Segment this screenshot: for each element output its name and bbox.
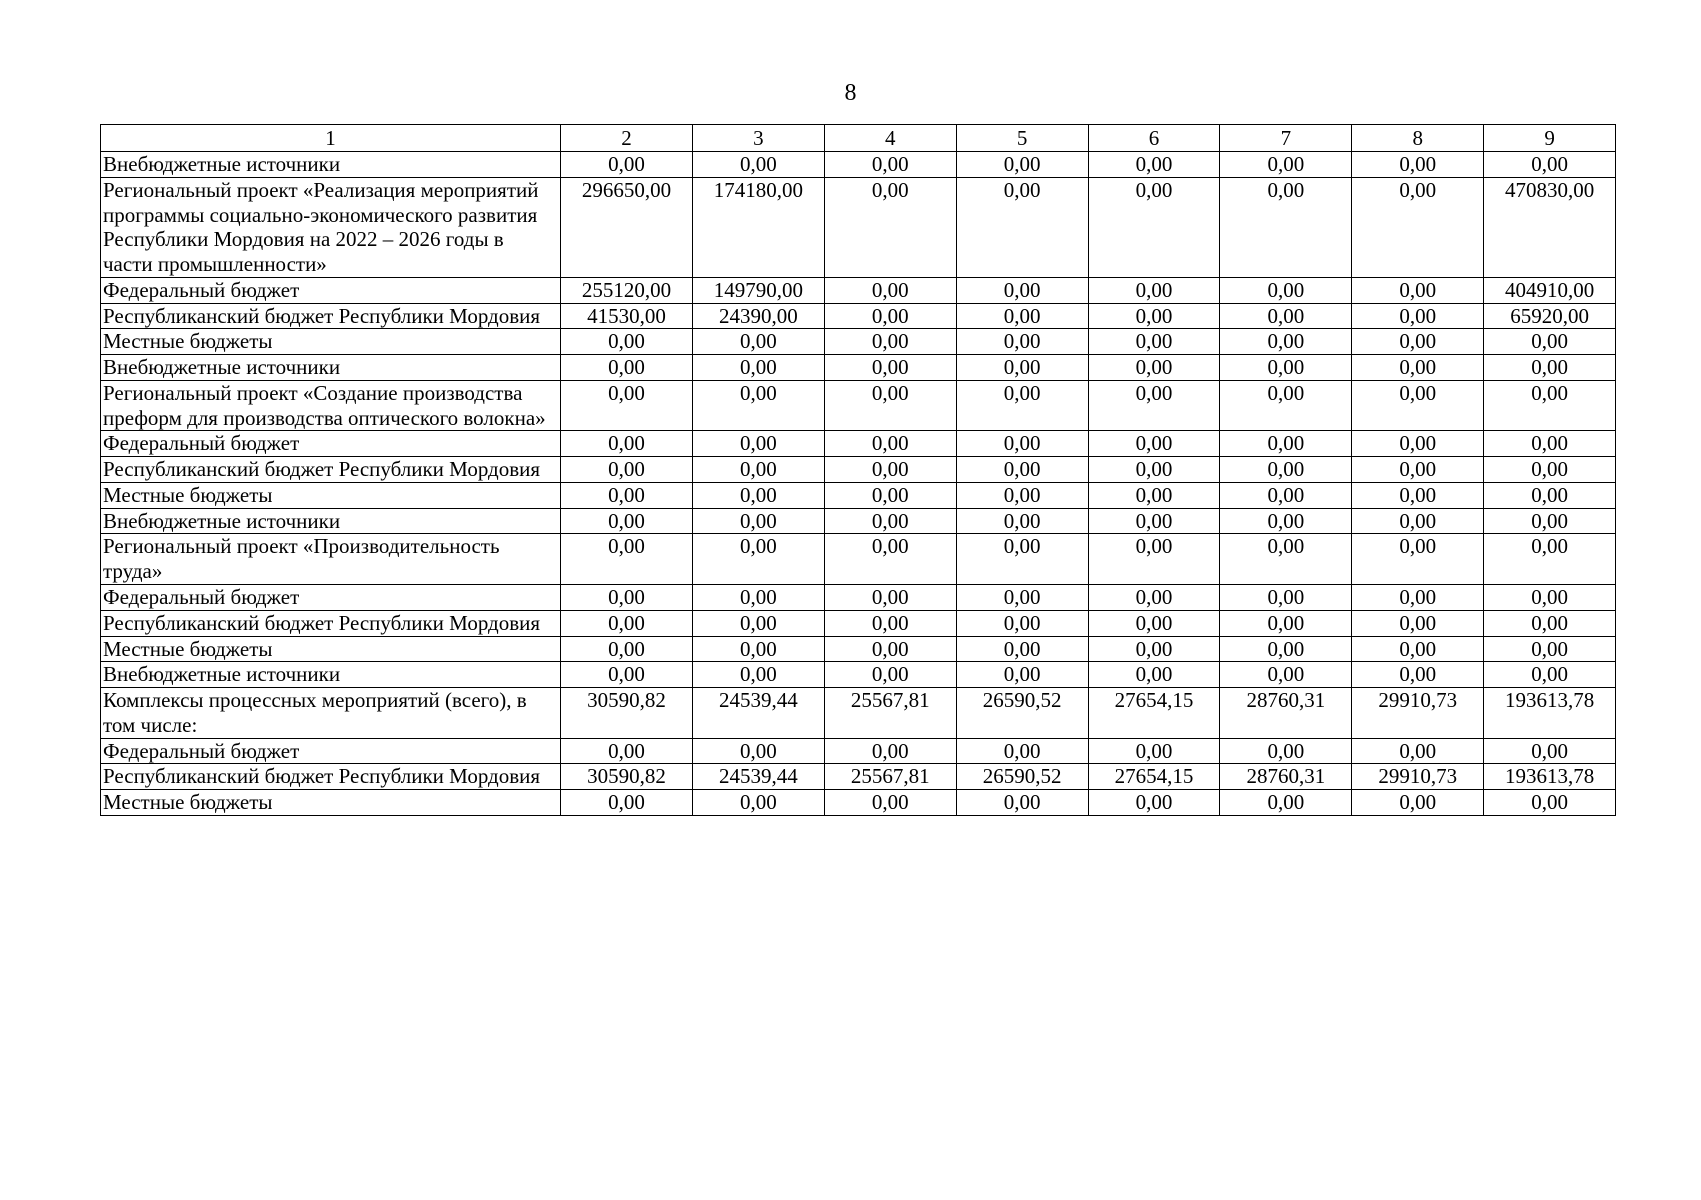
value-cell: 25567,81 xyxy=(824,688,956,739)
table-row xyxy=(101,277,1616,303)
value-cell: 0,00 xyxy=(956,329,1088,355)
value-cell: 0,00 xyxy=(824,585,956,611)
value-cell: 0,00 xyxy=(824,790,956,816)
value-cell: 0,00 xyxy=(824,508,956,534)
value-cell: 0,00 xyxy=(561,585,693,611)
value-cell: 0,00 xyxy=(1220,534,1352,585)
row-label: Республиканский бюджет Республики Мордовия xyxy=(101,303,561,329)
value-cell: 0,00 xyxy=(1352,585,1484,611)
value-cell: 0,00 xyxy=(692,534,824,585)
value-cell: 0,00 xyxy=(956,277,1088,303)
value-cell: 28760,31 xyxy=(1220,764,1352,790)
value-cell: 0,00 xyxy=(956,738,1088,764)
value-cell: 0,00 xyxy=(1352,277,1484,303)
value-cell: 0,00 xyxy=(1088,303,1220,329)
value-cell: 0,00 xyxy=(1484,482,1616,508)
table-row xyxy=(101,636,1616,662)
row-label: Региональный проект «Производительность труда» xyxy=(101,534,561,585)
row-label: Местные бюджеты xyxy=(101,790,561,816)
value-cell: 0,00 xyxy=(561,431,693,457)
value-cell: 0,00 xyxy=(824,380,956,431)
value-cell: 0,00 xyxy=(824,303,956,329)
value-cell: 0,00 xyxy=(824,152,956,178)
value-cell: 0,00 xyxy=(561,482,693,508)
value-cell: 0,00 xyxy=(1220,355,1352,381)
value-cell: 0,00 xyxy=(1484,508,1616,534)
value-cell: 0,00 xyxy=(1088,482,1220,508)
value-cell: 0,00 xyxy=(1484,380,1616,431)
value-cell: 0,00 xyxy=(561,534,693,585)
value-cell: 0,00 xyxy=(1484,636,1616,662)
value-cell: 0,00 xyxy=(692,508,824,534)
value-cell: 0,00 xyxy=(1088,534,1220,585)
value-cell: 26590,52 xyxy=(956,688,1088,739)
value-cell: 0,00 xyxy=(1088,277,1220,303)
value-cell: 24539,44 xyxy=(692,688,824,739)
value-cell: 0,00 xyxy=(956,431,1088,457)
value-cell: 0,00 xyxy=(1484,738,1616,764)
value-cell: 0,00 xyxy=(1220,303,1352,329)
value-cell: 0,00 xyxy=(1220,380,1352,431)
value-cell: 0,00 xyxy=(692,152,824,178)
value-cell: 149790,00 xyxy=(692,277,824,303)
table-row xyxy=(101,585,1616,611)
value-cell: 193613,78 xyxy=(1484,688,1616,739)
table-row xyxy=(101,738,1616,764)
value-cell: 0,00 xyxy=(956,636,1088,662)
value-cell: 0,00 xyxy=(1352,534,1484,585)
value-cell: 0,00 xyxy=(824,738,956,764)
row-label: Республиканский бюджет Республики Мордовия xyxy=(101,610,561,636)
value-cell: 0,00 xyxy=(1088,355,1220,381)
value-cell: 0,00 xyxy=(1088,610,1220,636)
value-cell: 26590,52 xyxy=(956,764,1088,790)
value-cell: 0,00 xyxy=(561,790,693,816)
table-row xyxy=(101,177,1616,277)
value-cell: 0,00 xyxy=(1352,610,1484,636)
value-cell: 0,00 xyxy=(1220,329,1352,355)
value-cell: 470830,00 xyxy=(1484,177,1616,277)
column-header: 6 xyxy=(1088,125,1220,152)
value-cell: 0,00 xyxy=(956,355,1088,381)
value-cell: 0,00 xyxy=(1088,662,1220,688)
table-row xyxy=(101,380,1616,431)
value-cell: 30590,82 xyxy=(561,764,693,790)
column-header: 7 xyxy=(1220,125,1352,152)
value-cell: 25567,81 xyxy=(824,764,956,790)
table-row xyxy=(101,508,1616,534)
value-cell: 0,00 xyxy=(692,329,824,355)
value-cell: 0,00 xyxy=(956,790,1088,816)
value-cell: 0,00 xyxy=(1484,355,1616,381)
table-row xyxy=(101,482,1616,508)
value-cell: 0,00 xyxy=(1088,329,1220,355)
value-cell: 0,00 xyxy=(1088,380,1220,431)
value-cell: 0,00 xyxy=(956,152,1088,178)
value-cell: 0,00 xyxy=(1220,790,1352,816)
value-cell: 174180,00 xyxy=(692,177,824,277)
value-cell: 0,00 xyxy=(1220,585,1352,611)
value-cell: 0,00 xyxy=(956,508,1088,534)
value-cell: 0,00 xyxy=(1352,508,1484,534)
value-cell: 296650,00 xyxy=(561,177,693,277)
value-cell: 0,00 xyxy=(1352,636,1484,662)
value-cell: 0,00 xyxy=(1352,790,1484,816)
value-cell: 0,00 xyxy=(1484,152,1616,178)
value-cell: 30590,82 xyxy=(561,688,693,739)
row-label: Региональный проект «Создание производства преформ для производства оптического волокна» xyxy=(101,380,561,431)
table-row xyxy=(101,329,1616,355)
value-cell: 29910,73 xyxy=(1352,688,1484,739)
value-cell: 0,00 xyxy=(561,355,693,381)
row-label: Внебюджетные источники xyxy=(101,152,561,178)
value-cell: 0,00 xyxy=(1088,508,1220,534)
value-cell: 0,00 xyxy=(561,457,693,483)
value-cell: 29910,73 xyxy=(1352,764,1484,790)
row-label: Местные бюджеты xyxy=(101,482,561,508)
budget-table xyxy=(100,124,1616,816)
value-cell: 0,00 xyxy=(1484,457,1616,483)
value-cell: 0,00 xyxy=(692,585,824,611)
row-label: Федеральный бюджет xyxy=(101,431,561,457)
value-cell: 0,00 xyxy=(1484,431,1616,457)
table-row xyxy=(101,431,1616,457)
value-cell: 0,00 xyxy=(956,303,1088,329)
value-cell: 0,00 xyxy=(692,380,824,431)
value-cell: 0,00 xyxy=(561,380,693,431)
value-cell: 0,00 xyxy=(1088,177,1220,277)
row-label: Федеральный бюджет xyxy=(101,738,561,764)
value-cell: 0,00 xyxy=(1352,152,1484,178)
value-cell: 0,00 xyxy=(561,610,693,636)
value-cell: 0,00 xyxy=(1088,636,1220,662)
value-cell: 0,00 xyxy=(956,482,1088,508)
value-cell: 24539,44 xyxy=(692,764,824,790)
value-cell: 0,00 xyxy=(824,610,956,636)
value-cell: 24390,00 xyxy=(692,303,824,329)
table-row xyxy=(101,152,1616,178)
row-label: Республиканский бюджет Республики Мордовия xyxy=(101,457,561,483)
value-cell: 0,00 xyxy=(692,482,824,508)
value-cell: 0,00 xyxy=(824,662,956,688)
table-row xyxy=(101,688,1616,739)
column-header: 2 xyxy=(561,125,693,152)
value-cell: 0,00 xyxy=(1352,738,1484,764)
value-cell: 0,00 xyxy=(561,152,693,178)
value-cell: 0,00 xyxy=(1352,431,1484,457)
column-header: 4 xyxy=(824,125,956,152)
value-cell: 0,00 xyxy=(1088,457,1220,483)
column-header: 9 xyxy=(1484,125,1616,152)
table-row xyxy=(101,534,1616,585)
value-cell: 0,00 xyxy=(1352,177,1484,277)
value-cell: 0,00 xyxy=(1088,738,1220,764)
row-label: Республиканский бюджет Республики Мордовия xyxy=(101,764,561,790)
value-cell: 0,00 xyxy=(1220,508,1352,534)
column-header: 5 xyxy=(956,125,1088,152)
value-cell: 0,00 xyxy=(1484,610,1616,636)
value-cell: 0,00 xyxy=(692,662,824,688)
value-cell: 0,00 xyxy=(1220,431,1352,457)
value-cell: 0,00 xyxy=(1220,177,1352,277)
value-cell: 0,00 xyxy=(1220,662,1352,688)
value-cell: 0,00 xyxy=(824,431,956,457)
row-label: Комплексы процессных мероприятий (всего), в том числе: xyxy=(101,688,561,739)
table-row xyxy=(101,790,1616,816)
value-cell: 0,00 xyxy=(692,790,824,816)
value-cell: 27654,15 xyxy=(1088,688,1220,739)
value-cell: 0,00 xyxy=(824,534,956,585)
table-row xyxy=(101,764,1616,790)
value-cell: 0,00 xyxy=(956,380,1088,431)
value-cell: 0,00 xyxy=(1352,303,1484,329)
column-number-row xyxy=(101,125,1616,152)
table-body xyxy=(101,152,1616,816)
value-cell: 0,00 xyxy=(824,177,956,277)
value-cell: 0,00 xyxy=(1352,662,1484,688)
value-cell: 0,00 xyxy=(1088,431,1220,457)
row-label: Местные бюджеты xyxy=(101,636,561,662)
value-cell: 0,00 xyxy=(692,457,824,483)
value-cell: 0,00 xyxy=(824,482,956,508)
value-cell: 0,00 xyxy=(824,355,956,381)
value-cell: 0,00 xyxy=(692,431,824,457)
value-cell: 0,00 xyxy=(1352,355,1484,381)
table-row xyxy=(101,355,1616,381)
row-label: Внебюджетные источники xyxy=(101,355,561,381)
value-cell: 0,00 xyxy=(561,636,693,662)
value-cell: 0,00 xyxy=(1220,738,1352,764)
row-label: Местные бюджеты xyxy=(101,329,561,355)
value-cell: 41530,00 xyxy=(561,303,693,329)
value-cell: 0,00 xyxy=(824,636,956,662)
value-cell: 0,00 xyxy=(1088,585,1220,611)
row-label: Региональный проект «Реализация мероприятий программы социально-экономического развития Республики Мордовия на 2022 – 2026 годы в части промышленности» xyxy=(101,177,561,277)
table-row xyxy=(101,610,1616,636)
value-cell: 0,00 xyxy=(956,662,1088,688)
value-cell: 193613,78 xyxy=(1484,764,1616,790)
value-cell: 0,00 xyxy=(824,457,956,483)
column-header: 1 xyxy=(101,125,561,152)
table-row xyxy=(101,303,1616,329)
value-cell: 0,00 xyxy=(1352,380,1484,431)
value-cell: 0,00 xyxy=(1220,457,1352,483)
value-cell: 0,00 xyxy=(692,355,824,381)
value-cell: 0,00 xyxy=(956,177,1088,277)
value-cell: 0,00 xyxy=(824,277,956,303)
row-label: Внебюджетные источники xyxy=(101,508,561,534)
value-cell: 0,00 xyxy=(956,610,1088,636)
value-cell: 0,00 xyxy=(1484,790,1616,816)
value-cell: 0,00 xyxy=(561,738,693,764)
row-label: Внебюджетные источники xyxy=(101,662,561,688)
value-cell: 0,00 xyxy=(1352,482,1484,508)
value-cell: 0,00 xyxy=(824,329,956,355)
value-cell: 28760,31 xyxy=(1220,688,1352,739)
row-label: Федеральный бюджет xyxy=(101,585,561,611)
value-cell: 0,00 xyxy=(561,508,693,534)
column-header: 3 xyxy=(692,125,824,152)
value-cell: 0,00 xyxy=(1220,636,1352,662)
value-cell: 27654,15 xyxy=(1088,764,1220,790)
page-number: 8 xyxy=(844,80,857,106)
value-cell: 255120,00 xyxy=(561,277,693,303)
value-cell: 0,00 xyxy=(1484,585,1616,611)
value-cell: 0,00 xyxy=(1220,610,1352,636)
column-header: 8 xyxy=(1352,125,1484,152)
value-cell: 0,00 xyxy=(956,534,1088,585)
value-cell: 0,00 xyxy=(1220,152,1352,178)
value-cell: 0,00 xyxy=(1352,457,1484,483)
value-cell: 0,00 xyxy=(692,738,824,764)
value-cell: 0,00 xyxy=(1220,482,1352,508)
value-cell: 0,00 xyxy=(956,585,1088,611)
table-row xyxy=(101,457,1616,483)
value-cell: 0,00 xyxy=(1220,277,1352,303)
value-cell: 0,00 xyxy=(561,662,693,688)
value-cell: 0,00 xyxy=(956,457,1088,483)
value-cell: 0,00 xyxy=(1484,662,1616,688)
value-cell: 0,00 xyxy=(1484,329,1616,355)
value-cell: 404910,00 xyxy=(1484,277,1616,303)
value-cell: 0,00 xyxy=(692,610,824,636)
row-label: Федеральный бюджет xyxy=(101,277,561,303)
value-cell: 0,00 xyxy=(1088,790,1220,816)
table-row xyxy=(101,662,1616,688)
value-cell: 0,00 xyxy=(1484,534,1616,585)
value-cell: 0,00 xyxy=(1352,329,1484,355)
value-cell: 65920,00 xyxy=(1484,303,1616,329)
value-cell: 0,00 xyxy=(1088,152,1220,178)
value-cell: 0,00 xyxy=(692,636,824,662)
value-cell: 0,00 xyxy=(561,329,693,355)
